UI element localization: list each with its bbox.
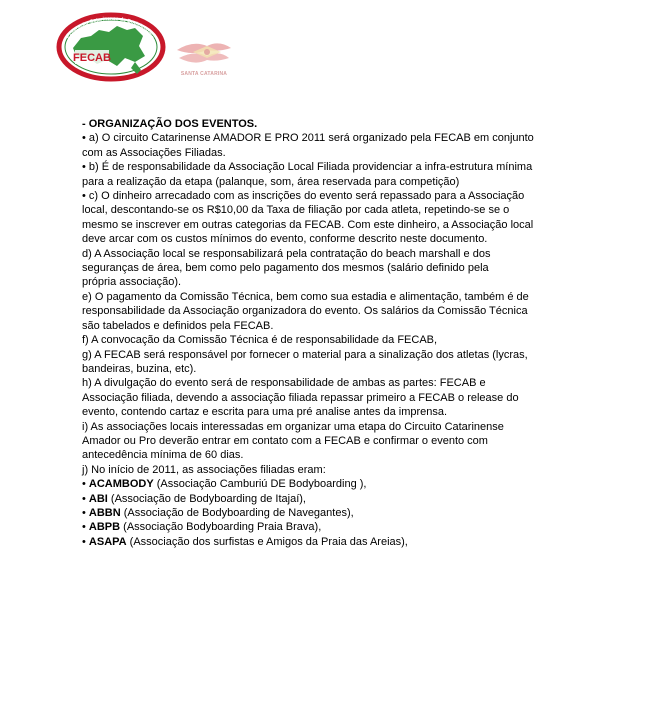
association-item [82,535,597,549]
text-line: • a) O circuito Catarinense AMADOR E PRO 2011 será organizado pela FECAB em conjunto [82,132,534,145]
text-line: bandeiras, buzina, etc). [82,362,197,375]
state-flag-icon [173,36,235,70]
fecab-logo [55,12,167,82]
text-line: d) A Associação local se responsabilizará pela contratação do beach marshall e dos [82,247,491,260]
state-logo-label: SANTA CATARINA [180,71,228,77]
text-line: f) A convocação da Comissão Técnica é de responsabilidade da FECAB, [82,334,438,347]
text-line: i) As associações locais interessadas em organizar uma etapa do Circuito Catarinense [82,420,504,433]
logo-text: FECAB [73,52,111,64]
text-line: própria associação). [82,276,182,289]
text-line: com as Associações Filiadas. [82,146,226,159]
text-line: evento, contendo cartaz e escrita para uma pré analise antes da imprensa. [82,406,448,419]
association-abbr: ASAPA [88,535,127,548]
association-desc: (Associação Bodyboarding Praia Brava), [120,521,322,534]
association-desc: (Associação dos surfistas e Amigos da Praia das Areias), [126,535,408,548]
text-line: g) A FECAB será responsável por fornecer o material para a sinalização dos atletas (lycras, [82,348,528,361]
association-abbr: ABI [88,492,108,505]
bullet: • [82,506,89,519]
association-item [82,477,597,491]
section-heading: - ORGANIZAÇÃO DOS EVENTOS. [82,118,258,130]
document-body [82,117,597,549]
text-line: h) A divulgação do evento será de responsabilidade de ambas as partes: FECAB e [82,377,486,390]
text-line: deve arcar com os custos mínimos do evento, conforme descrito neste documento. [82,233,488,246]
bullet: • [82,478,89,491]
bullet: • [82,492,89,505]
text-line: responsabilidade da Associação organizadora do evento. Os salários da Comissão Técnica [82,305,528,318]
header-logos [55,12,245,82]
association-abbr: ABBN [88,506,121,519]
association-item [82,520,597,534]
text-line: seguranças de área, bem como pelo pagamento dos mesmos (salário definido pela [82,262,489,275]
text-line: mesmo se inscrever em outras categorias da FECAB. Com este dinheiro, a Associação local [82,218,534,231]
text-line: Associação filiada, devendo a associação filiada repassar primeiro a FECAB o release do [82,391,519,404]
association-desc: (Associação Camburiú DE Bodyboarding ), [153,478,367,491]
text-line: são tabelados e definidos pela FECAB. [82,319,274,332]
bullet: • [82,535,89,548]
text-line: j) No início de 2011, as associações filiadas eram: [82,463,326,476]
text-line: • c) O dinheiro arrecadado com as inscrições do evento será repassado para a Associação [82,190,525,203]
state-logo [173,36,235,80]
association-desc: (Associação de Bodyboarding de Navegantes), [120,506,354,519]
association-abbr: ACAMBODY [88,478,154,491]
association-desc: (Associação de Bodyboarding de Itajaí), [107,492,306,505]
association-abbr: ABPB [88,521,121,534]
text-line: para a realização da etapa (palanque, som, área reservada para competição) [82,175,460,188]
logo-ring-text: Federação Catarinense de Bodyboarding [66,15,157,43]
text-line: • b) É de responsabilidade da Associação Local Filiada providenciar a infra-estrutura mínima [82,161,533,174]
text-line: Amador ou Pro deverão entrar em contato com a FECAB e confirmar o evento com [82,434,488,447]
text-line: antecedência mínima de 60 dias. [82,449,244,462]
text-line: e) O pagamento da Comissão Técnica, bem como sua estadia e alimentação, também é de [82,290,529,303]
association-item [82,492,597,506]
association-item [82,506,597,520]
text-line: local, descontando-se os R$10,00 da Taxa de filiação por cada atleta, repetindo-se se o [82,204,510,217]
bullet: • [82,521,89,534]
